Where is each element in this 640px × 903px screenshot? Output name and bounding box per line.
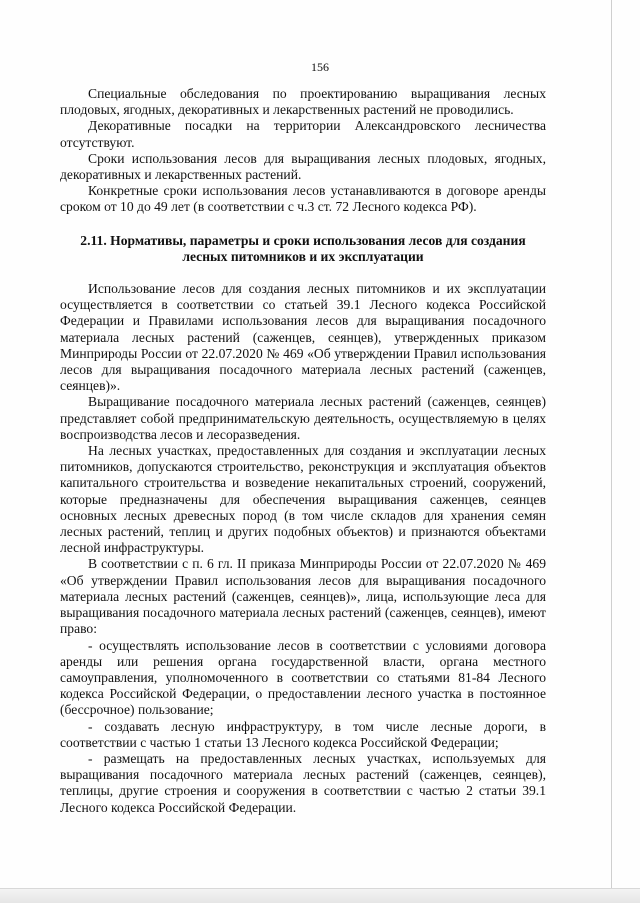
list-item-greenhouses: - размещать на предоставленных лесных участках, используемых для выращивания посадочного материала лесных растений (саженцев, сеянцев), теплицы, другие строения и сооружения в соответствии с частью 2 статьи 39.1 Лесного кодекса Российской Федерации.: [60, 750, 546, 815]
paragraph-usage-terms: Сроки использования лесов для выращивания лесных плодовых, ягодных, декоративных и лекарственных растений.: [60, 150, 546, 183]
page-number: 156: [311, 60, 329, 74]
paragraph-nursery-usage: Использование лесов для создания лесных питомников и их эксплуатации осуществляется в соответствии со статьей 39.1 Лесного кодекса Российской Федерации и Правилами использования лесов для выращивания посадочного материала лесных растений (саженцев, сеянцев), утвержденных приказом Минприроды России от 22.07.2020 № 469 «Об утверждении Правил использования лесов для выращивания посадочного материала лесных растений (саженцев, сеянцев)».: [60, 281, 546, 394]
page-edge-bottom: [0, 888, 640, 903]
paragraph-planting-material: Выращивание посадочного материала лесных растений (саженцев, сеянцев) представляет собой предпринимательскую деятельность, осуществляемую в целях воспроизводства лесов и лесоразведения.: [60, 394, 546, 442]
page-content: [60, 86, 546, 816]
list-item-infrastructure: - создавать лесную инфраструктуру, в том числе лесные дороги, в соответствии с частью 1 статьи 13 Лесного кодекса Российской Федерации;: [60, 718, 546, 750]
paragraph-special-surveys: Специальные обследования по проектированию выращивания лесных плодовых, ягодных, декоративных и лекарственных растений не проводились.: [60, 86, 546, 118]
paragraph-rights-intro: В соответствии с п. 6 гл. II приказа Минприроды России от 22.07.2020 № 469 «Об утверждении Правил использования лесов для выращивания посадочного материала лесных растений (саженцев, сеянцев)», лица, использующие леса для выращивания посадочного материала лесных растений (саженцев, сеянцев), имеют право:: [60, 556, 546, 637]
paragraph-lease-terms: Конкретные сроки использования лесов устанавливаются в договоре аренды сроком от 10 до 49 лет (в соответствии с ч.3 ст. 72 Лесного кодекса РФ).: [60, 183, 546, 215]
page-edge-right: [611, 0, 612, 903]
paragraph-decorative-plantings: Декоративные посадки на территории Александровского лесничества отсутствуют.: [60, 118, 546, 150]
paragraph-forest-infrastructure: На лесных участках, предоставленных для создания и эксплуатации лесных питомников, допускаются строительство, реконструкция и эксплуатация объектов капитального строительства и возведение некапитальных строений, сооружений, которые предназначены для обеспечения выращивания саженцев, сеянцев основных лесных древесных пород (в том числе складов для хранения семян лесных растений, теплиц и других подобных объектов) и признаются объектами лесной инфраструктуры.: [60, 443, 546, 556]
list-item-lease-usage: - осуществлять использование лесов в соответствии с условиями договора аренды или решения органа государственной власти, органа местного самоуправления, уполномоченного в соответствии со статьями 81-84 Лесного кодекса Российской Федерации, о предоставлении лесного участка в постоянное (бессрочное) пользование;: [60, 637, 546, 718]
section-heading: 2.11. Нормативы, параметры и сроки использования лесов для создания лесных питомников и их эксплуатации: [80, 232, 526, 264]
